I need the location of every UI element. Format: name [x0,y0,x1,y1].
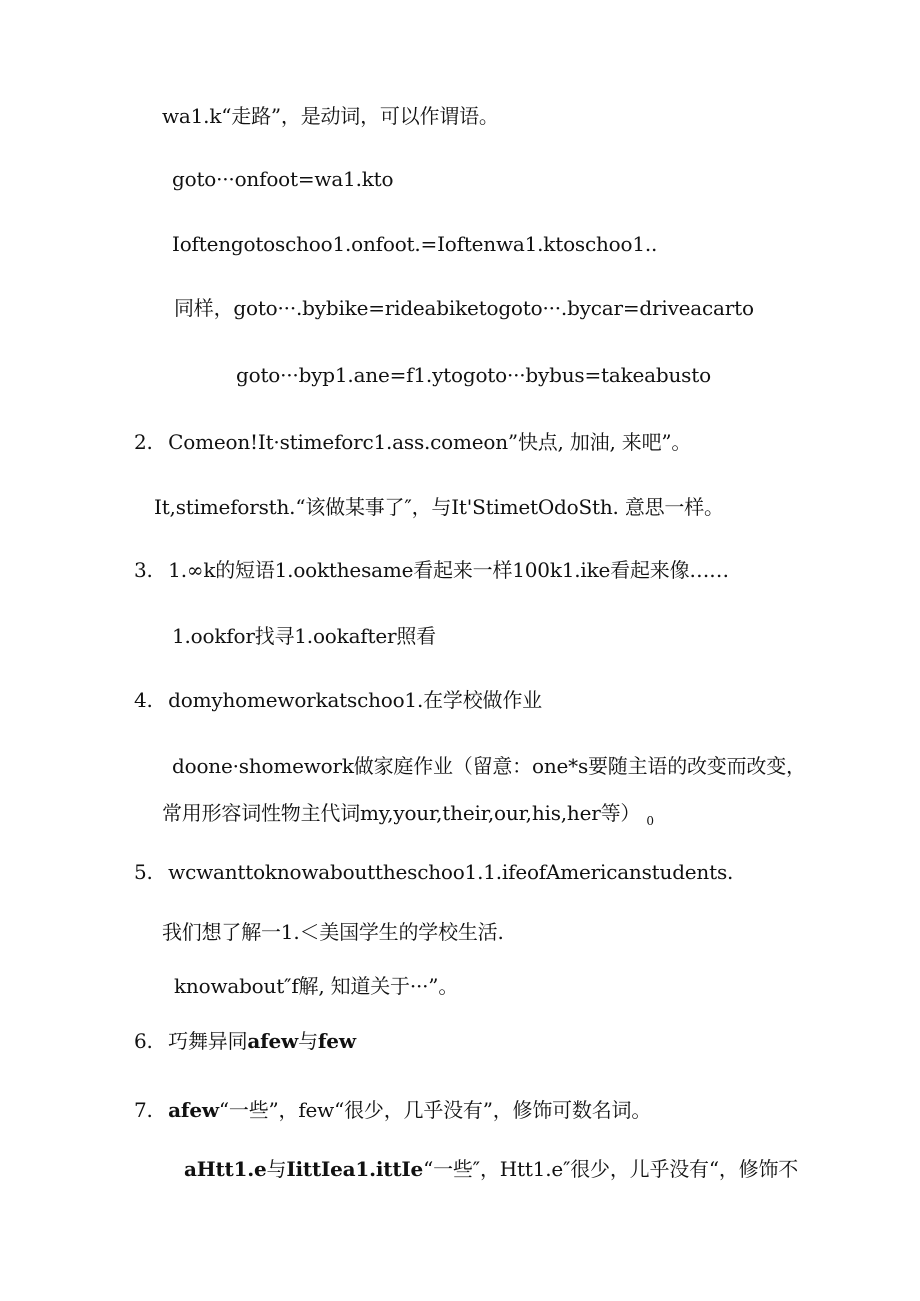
line-text: 巧舞异同 [168,1029,248,1053]
numbered-line [134,428,691,456]
line-text: wcwanttoknowabouttheschoo1.1.ifeofAmericanstudents. [168,860,734,884]
item-number: 2. [134,430,153,454]
line-text: 与 [266,1157,287,1181]
text-line [172,230,657,258]
line-text: doone·shomework做家庭作业（留意：one*s要随主语的改变而改变， [172,754,806,778]
text-line [162,102,499,130]
line-text: goto···byp1.ane=f1.ytogoto···bybus=takeabusto [236,363,711,387]
line-text: 我们想了解一1.＜美国学生的学校生活. [162,920,504,944]
text-line [184,1155,798,1183]
text-line [236,361,711,389]
text-line [172,752,806,780]
line-text: It,stimeforsth.“该做某事了″，与It'StimetOdoSth. 意思一样。 [154,495,724,519]
numbered-line [134,858,733,886]
item-number: 5. [134,860,153,884]
line-text: 1.ookfor找寻1.ookafter照看 [172,624,436,648]
text-line [174,294,754,322]
text-line [172,622,436,650]
item-number: 3. [134,558,153,582]
bold-term: afew [168,1098,219,1122]
line-text-2: “一些″，Htt1.e″很少，儿乎没有“，修饰不 [423,1157,799,1181]
numbered-line [134,1027,356,1055]
line-text: domyhomeworkatschoo1.在学校做作业 [168,688,542,712]
line-text: “一些”，few“很少，几乎没有”，修饰可数名词。 [218,1098,652,1122]
item-number: 4. [134,688,153,712]
bold-term-2: few [317,1029,356,1053]
bold-term: aHtt1.e [184,1157,267,1181]
text-line [174,972,458,1000]
line-text: knowabout″f解, 知道关于···”。 [174,974,459,998]
line-text: Comeon!It·stimeforc1.ass.comeon”快点, 加油, 来吧”。 [168,430,692,454]
line-text: 常用形容词性物主代词my,your,their,our,his,her等） [162,801,641,825]
line-suffix: 0 [646,814,654,828]
line-text-2: 与 [298,1029,318,1053]
numbered-line [134,556,729,584]
item-number: 6. [134,1029,153,1053]
line-text: goto···onfoot=wa1.kto [172,167,394,191]
bold-term: afew [247,1029,299,1053]
text-line [162,799,654,835]
text-line [172,165,393,193]
item-number: 7. [134,1098,153,1122]
bold-term-2: IittIea1.ittIe [286,1157,424,1181]
text-line [154,493,724,521]
line-text: wa1.k“走路”，是动词，可以作谓语。 [162,104,499,128]
line-text: 同样，goto···.bybike=rideabiketogoto···.bycar=driveacarto [174,296,754,320]
numbered-line [134,1096,651,1124]
text-line [162,918,504,946]
line-text: Ioftengotoschoo1.onfoot.=Ioftenwa1.ktoschoo1.. [172,232,658,256]
numbered-line [134,686,542,714]
line-text: 1.∞k的短语1.ookthesame看起来一样100k1.ike看起来像…… [168,558,729,582]
